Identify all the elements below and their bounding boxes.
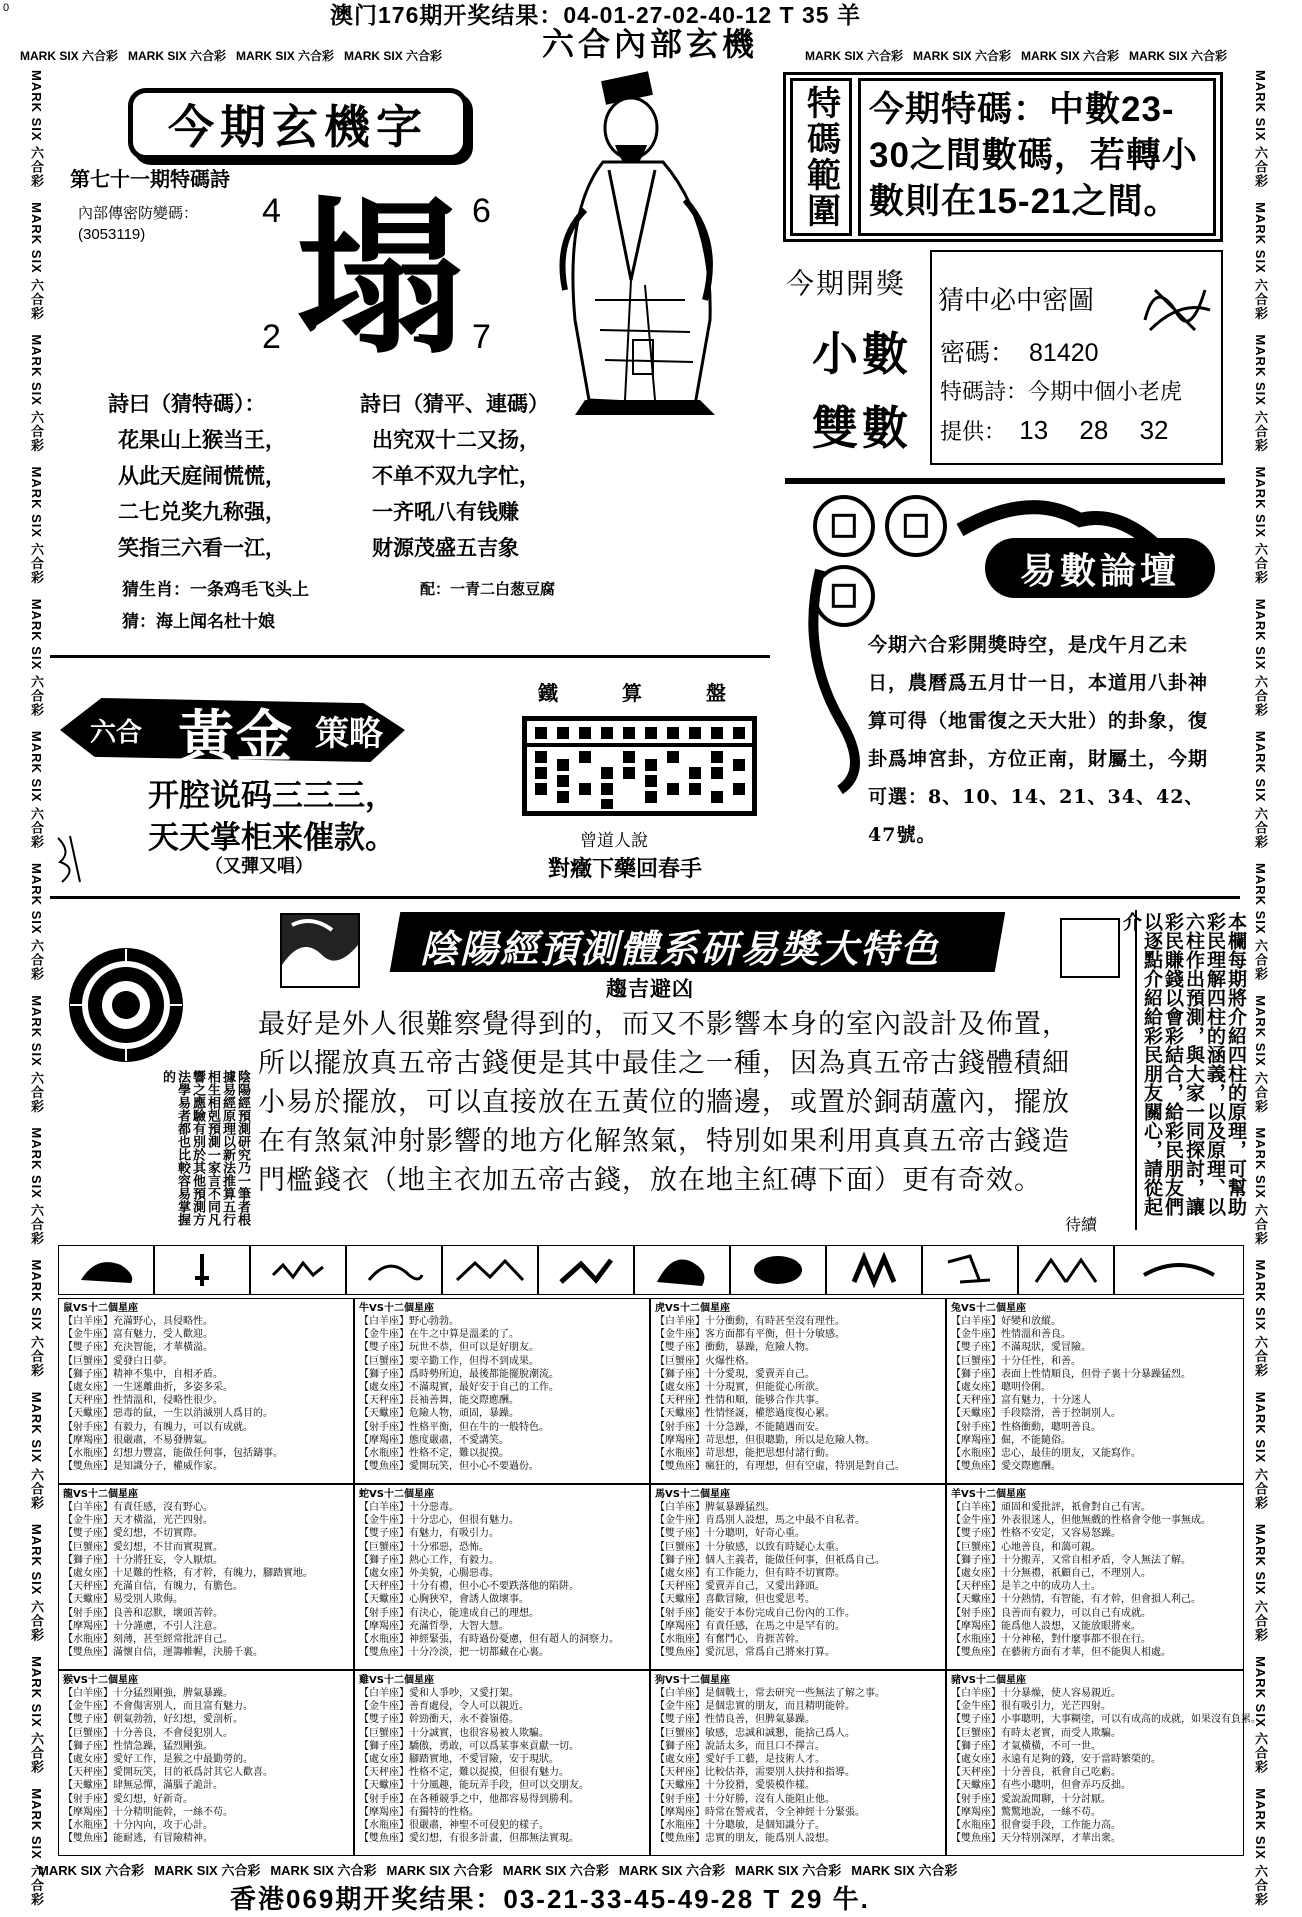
- left-side-band: MARK SIX 六合彩 MARK SIX 六合彩 MARK SIX 六合彩 MARK SIX 六合彩 MARK SIX 六合彩 MARK SIX 六合彩 MARK SIX 六合彩 MARK SIX 六合彩 MARK SIX 六合彩 MARK SIX 六合彩 MARK SIX 六合彩 MARK SIX 六合彩 MARK SIX 六合彩 MARK SIX 六合彩: [29, 70, 44, 1907]
- feng-banner: 陰陽經預測體系研易獎大特色: [420, 926, 941, 971]
- code-row: [940, 333, 1099, 369]
- supply-num: 32: [1139, 415, 1169, 445]
- poem-left-line: 二七兑奖九称强，: [118, 500, 286, 524]
- section-divider: [50, 655, 770, 658]
- divider: [785, 478, 1225, 484]
- guess-zodiac-tail: 配：一青二白葱豆腐: [420, 581, 556, 598]
- zodiac-cell-dragon: 龍VS十二個星座 【白羊座】有責任感，沒有野心。 【金牛座】天才橫溢，光芒四射。 【雙子座】愛幻想，不切實際。 【巨蟹座】愛幻想，不甘而實現實。 【獅子座】十分將狂妄，令人厭煩。 【處女座】十足難的性格，有才幹，有魄力，腳踏實地。 【天秤座】充滿自信，有魄力，有膽色。 【天蠍座】易受別人欺侮。 【射手座】良善和忍默，壞頭苦幹。 【摩羯座】十分謹慮，不引人注意。 【水瓶座】刻薄，甚至經常批評自己。 【雙魚座】滿懷自信，運籌帷幄，決勝千裏。: [58, 1484, 354, 1670]
- abacus-title-2: 算: [622, 681, 642, 705]
- zodiac-cell-monkey: 猴VS十二個星座 【白羊座】十分猛烈剛強，脾氣暴躁。 【金牛座】不會傷害別人，而且富有魅力。 【雙子座】朝氣勃勃，好幻想，愛剖析。 【巨蟹座】十分善良，不會侵犯別人。 【獅子座】性情急躁，猛烈剛強。 【處女座】愛好工作，是猴之中最勤勞的。 【天秤座】愛開玩笑，目的祇爲討其它人歡喜。 【天蠍座】肆無忌憚，滿腦子詭計。 【射手座】愛幻想，好新奇。 【摩羯座】十分精明能幹，一絲不苟。 【水瓶座】十分內向，攻于心計。 【雙魚座】能耐逃，有冒險精神。: [58, 1670, 354, 1856]
- scribble-icon: [1135, 270, 1215, 340]
- supply-row: [940, 415, 1168, 446]
- section-divider: [50, 896, 1240, 899]
- kaijiang-even: 雙數: [812, 401, 912, 455]
- page-number: 0: [3, 2, 10, 14]
- sage-figure-image: [545, 70, 725, 425]
- jinqi-banner-text: 今期玄機字: [168, 100, 428, 154]
- zodiac-cell-horse: 馬VS十二個星座 【白羊座】脾氣暴躁猛烈。 【金牛座】肯爲別人設想，馬之中最不自私者。 【雙子座】十分聰明，好奇心重。 【巨蟹座】十分敏感，以致有時疑心太重。 【獅子座】個人主義者，能做任何事，但祇爲自己。 【處女座】有工作能力，但有時不切實際。 【天秤座】愛賣弄自己，又愛出鋒頭。 【天蠍座】喜歡冒險，但也愛思考。 【射手座】能安于本份完成自己份內的工作。 【摩羯座】有責任感，在馬之中是罕有的。 【水瓶座】有奮鬥心，肯捱苦幹。 【雙魚座】愛沉思，常爲自己將來打算。: [650, 1484, 946, 1670]
- gold-note: （又彈又唱）: [205, 856, 313, 877]
- poem-label-left: 詩曰（猜特碼）：: [108, 393, 266, 416]
- abacus-title-3: 盤: [706, 681, 726, 705]
- zodiac-cell-dog: 狗VS十二個星座 【白羊座】是個戰士，常去研究一些無法了解之事。 【金牛座】是個忠實的朋友，而且精明能幹。 【雙子座】性情良善，但脾氣暴躁。 【巨蟹座】敏感，忠誠和誠懇，能捨己爲人。 【獅子座】說話太多，而且口不擇言。 【處女座】愛好手工藝，是技術人才。 【天秤座】比較估莽，需要別人扶持和指導。 【天蠍座】十分狡猾，愛裝模作樣。 【射手座】十分好勝，沒有人能阻止他。 【摩羯座】時常在警戒者，令全神經十分緊張。 【水瓶座】十分聰敏，是個知識分子。 【雙魚座】忠實的朋友，能爲別人設想。: [650, 1670, 946, 1856]
- tema-text-box: [858, 78, 1216, 236]
- num-bottom-right: 7: [472, 318, 491, 356]
- right-side-band: MARK SIX 六合彩 MARK SIX 六合彩 MARK SIX 六合彩 MARK SIX 六合彩 MARK SIX 六合彩 MARK SIX 六合彩 MARK SIX 六合彩 MARK SIX 六合彩 MARK SIX 六合彩 MARK SIX 六合彩 MARK SIX 六合彩 MARK SIX 六合彩 MARK SIX 六合彩 MARK SIX 六合彩: [1253, 70, 1268, 1907]
- yishu-title: 易數論壇: [1019, 549, 1180, 592]
- poem-right-line: 不单不双九字忙，: [372, 464, 540, 488]
- macau-result-header: 澳门176期开奖结果：04-01-27-02-40-12 T 35 羊: [330, 2, 861, 28]
- zodiac-icon-goat: [730, 1245, 826, 1295]
- feng-left-column: 陰陽經預測研究乃一筆者根據易經原理以新法推算五行相生相剋預測一家言不同凡響之應驗有別於其他預測方法學易者都也比較容易掌握的: [160, 1070, 250, 1226]
- zodiac-cell-rat: 鼠VS十二個星座 【白羊座】充滿野心，具侵略性。 【金牛座】富有魅力，受人歡迎。 【雙子座】充決智能，才華橫溢。 【巨蟹座】愛發白日夢。 【獅子座】精神不集中，自相矛盾。 【處女座】一生迷離曲折，多姿多采。 【天秤座】性情溫和，侵略性很少。 【天蠍座】惡毒的鼠，一生以消滅別人爲目的。 【射手座】有毅力，有魄力，可以有成就。 【摩羯座】很嚴肅，不易發脾氣。 【水瓶座】幻想力豐富，能做任何事，包括鑄事。 【雙魚座】是知識分子，權威作家。: [58, 1298, 354, 1484]
- guess-other: 猜：海上闻名杜十娘: [122, 612, 275, 631]
- zodiac-icon-rabbit: [346, 1245, 442, 1295]
- zodiac-cell-rabbit: 兔VS十二個星座 【白羊座】好變和放縱。 【金牛座】性情溫和善良。 【雙子座】不滿現狀，愛冒險。 【巨蟹座】十分任性，和善。 【獅子座】表面上性情順良，但骨子裏十分暴躁猛烈。 【處女座】聰明伶俐。 【天秤座】富有魅力，十分迷人 【天蠍座】手段陰滑，善于控制別人。 【射手座】性格衝動，聰明善良。 【摩羯座】倔，不能隨俗。 【水瓶座】忠心，最佳的朋友，又能寫作。 【雙魚座】愛交際應酬。: [946, 1298, 1244, 1484]
- main-title: 六合內部玄機: [541, 25, 758, 63]
- tema-text: 今期特碼：中數23-30之間數碼，若轉小數則在15-21之間。: [869, 90, 1198, 221]
- abacus-caption1: 曾道人說: [580, 831, 648, 850]
- tema-poem-label: 特碼詩：: [940, 379, 1029, 404]
- poem-row: [940, 375, 1182, 406]
- gold-line1: 开腔说码三三三，: [148, 778, 396, 814]
- zodiac-cell-rooster: 雞VS十二個星座 【白羊座】愛和人爭吵，又愛打架。 【金牛座】善育處侵，令人可以親近。 【雙子座】幹勁衝天，永不養嶺倦。 【巨蟹座】十分誠實，也很容易被人欺騙。 【獅子座】驕傲，勇敢，可以爲某事來貢獻一切。 【處女座】腳踏實地，不愛冒險，安于現狀。 【天秤座】性格不定，難以捉摸，但很有魅力。 【天蠍座】十分風趣，能玩弄手段，但可以交朋友。 【射手座】在各種競爭之中，他都容易得到勝利。 【摩羯座】有獨特的性格。 【水瓶座】很嚴肅，神聖不可侵犯的樣子。 【雙魚座】愛幻想，有很多計畫，但都無法實現。: [354, 1670, 650, 1856]
- zodiac-icon-rooster: [922, 1245, 1018, 1295]
- zodiac-icon-horse: [634, 1245, 730, 1295]
- feng-continued: 待續: [1065, 1217, 1098, 1234]
- secret-map-title: 猜中必中密圖: [938, 285, 1095, 315]
- zodiac-icon-dragon: [442, 1245, 538, 1295]
- poem-heading: 第七十一期特碼詩: [70, 167, 230, 191]
- zodiac-icon-dog: [1018, 1245, 1114, 1295]
- kaijiang-label: 今期開獎: [786, 268, 907, 299]
- zodiac-icon-rat: [58, 1245, 154, 1295]
- code-label: 密碼：: [940, 339, 1016, 367]
- zodiac-icon-snake: [538, 1245, 634, 1295]
- poem-right-line: 财源茂盛五吉象: [372, 536, 519, 560]
- num-top-right: 6: [472, 192, 491, 230]
- supply-num: 13: [1019, 415, 1049, 445]
- guess-zodiac: 猜生肖：一条鸡毛飞头上: [122, 580, 309, 599]
- zodiac-cell-goat: 羊VS十二個星座 【白羊座】頑固和愛批評，祇會對自己有害。 【金牛座】外表很迷人，但他無戲的性格會令他一事無成。 【雙子座】性格不安定，又容易怒躁。 【巨蟹座】心地善良，和藹可親。 【獅子座】十分搬弄，又常自相矛盾，令人無法了解。 【處女座】十分無禮，祇顧自己，不理別人。 【天秤座】是羊之中的成功人士。 【天蠍座】十分熱情，有智能，有才幹，但會損人利己。 【射手座】良善而有毅力，可以自己有成就。 【摩羯座】能爲他人設想，又能放眼將來。 【水瓶座】十分神秘，對什麼事都不很在行。 【雙魚座】在藝術方面有才華，但不能與人相處。: [946, 1484, 1244, 1670]
- poem-right: [372, 422, 592, 566]
- supply-label: 提供：: [940, 419, 1007, 444]
- zodiac-icon-monkey: [826, 1245, 922, 1295]
- seal-stamp-icon: [52, 832, 86, 888]
- feng-subtitle: 趨吉避凶: [606, 976, 694, 1001]
- zodiac-cell-ox: 牛VS十二個星座 【白羊座】野心勃勃。 【金牛座】在牛之中算是溫柔的了。 【雙子座】玩世不恭，但可以是好朋友。 【巨蟹座】要辛勤工作，但得不到成果。 【獅子座】爲時勢所迫，最後都能擺脫潮流。 【處女座】不滿現實，最好安于自己的工作。 【天秤座】長袖善舞，能交際應酬。 【天蠍座】危險人物，頑固，暴躁。 【射手座】性格平衡，但在牛的一般特色。 【摩羯座】態度嚴肅，不愛講笑。 【水瓶座】性格不定，難以捉摸。 【雙魚座】愛開玩笑，但小心不要過份。: [354, 1298, 650, 1484]
- stamp-label: [1060, 918, 1120, 978]
- zodiac-cell-tiger: 虎VS十二個星座 【白羊座】十分衝動，有時甚至沒有理性。 【金牛座】客方面都有平衡，但十分敏感。 【雙子座】衝動，暴躁，危險人物。 【巨蟹座】火爆性格。 【獅子座】十分愛現，愛賣弄自己。 【處女座】十分現實，但能從心所欲。 【天秤座】性情和順，能够合作共事。 【天蠍座】性情怪誕，權慾過度復心累。 【射手座】十分急躁，不能隨遇而安。 【摩羯座】苛思想，但很聰勤，所以是危險人物。 【水瓶座】苛思想，能把思想付諸行動。 【雙魚座】瘋狂的，有理想，但有空虛，特別是對自己。: [650, 1298, 946, 1484]
- num-top-left: 4: [262, 192, 281, 230]
- poem-left-line: 笑指三六看一江，: [118, 536, 286, 560]
- poem-right-line: 一齐吼八有钱赚: [372, 500, 519, 524]
- gold-banner-small: 六合: [90, 717, 143, 747]
- gold-line2: 天天掌柜来催款。: [148, 820, 396, 856]
- landscape-image: [280, 913, 360, 988]
- top-band-right: MARK SIX 六合彩 MARK SIX 六合彩 MARK SIX 六合彩 MARK SIX 六合彩: [805, 48, 1228, 63]
- zodiac-icon-ox: [154, 1245, 250, 1295]
- feng-right-column: 本欄每期將介紹四柱的原理，可幫助彩民理解四柱的涵義，以及原理、以六柱作出預測，與大家一同探討，讓彩民賺錢以會彩結合，給彩民朋友們以逐點介紹給彩民朋友關心，請從起介: [1120, 912, 1247, 1216]
- feng-body: 最好是外人很難察覺得到的，而又不影響本身的室內設計及佈置，所以擺放真五帝古錢便是其中最佳之一種，因為真五帝古錢體積細小易於擺放，可以直接放在五黃位的牆邊，或置於銅葫蘆內，擺放在有煞氣沖射影響的地方化解煞氣，特別如果利用真真五帝古錢造門檻錢衣（地主衣加五帝古錢，放在地主紅磚下面）更有奇效。: [258, 1009, 1070, 1195]
- internal-note: 內部傳密防變碼：: [78, 205, 199, 222]
- poem-label-right: 詩曰（猜平、連碼）: [360, 393, 549, 416]
- gold-banner-tail: 策略: [315, 714, 383, 754]
- abacus-image: [522, 716, 757, 816]
- poem-left-line: 从此天庭闹慌慌，: [118, 464, 286, 488]
- gold-banner-big: 黃金: [178, 704, 294, 770]
- supply-num: 28: [1079, 415, 1109, 445]
- internal-code: (3053119): [78, 226, 146, 243]
- hongkong-result-footer: 香港069期开奖结果：03-21-33-45-49-28 T 29 牛.: [230, 1884, 870, 1914]
- abacus-caption2: 對癥下藥回春手: [548, 856, 703, 882]
- bottom-band: MARK SIX 六合彩 MARK SIX 六合彩 MARK SIX 六合彩 MARK SIX 六合彩 MARK SIX 六合彩 MARK SIX 六合彩 MARK SIX 六合彩 MARK SIX 六合彩: [38, 1862, 958, 1878]
- poem-left: [118, 422, 348, 566]
- abacus-title-1: 鐵: [538, 681, 558, 705]
- zodiac-icon-tiger: [250, 1245, 346, 1295]
- kaijiang-small: 小數: [812, 327, 912, 381]
- column-divider: [1135, 910, 1137, 1230]
- yishu-text: 今期六合彩開獎時空，是戊午月乙未日，農曆爲五月廿一日，本道用八卦神算可得（地雷復之天大壯）的卦象，復卦爲坤宮卦，方位正南，財屬土，今期可選：8、10、14、21、34、42、47號。: [868, 634, 1209, 846]
- jinqi-banner: [128, 88, 468, 160]
- zodiac-cell-snake: 蛇VS十二個星座 【白羊座】十分惡毒。 【金牛座】十分忠心，但很有魅力。 【雙子座】有魅力，有吸引力。 【巨蟹座】十分邪惡，恐怖。 【獅子座】熱心工作，有毅力。 【處女座】外美貌，心腸惡毒。 【天秤座】十分有禮，但小心不要跌落他的陷阱。 【天蠍座】心胸狹窄，會誘人做壞事。 【射手座】有決心，能達成自己的理想。 【摩羯座】充滿哲學，大智大慧。 【水瓶座】神經緊張，有時過份憂慮，但有超人的洞察力。 【雙魚座】十分冷淡，把一切都藏在心裏。: [354, 1484, 650, 1670]
- big-character: 塌: [296, 179, 464, 377]
- zodiac-cell-pig: 豬VS十二個星座 【白羊座】十分暴燥，使人容易親近。 【金牛座】很有吸引力，光芒四射。 【雙子座】小事聰明，大事糊塗，可以有成高的成就，如果沒有負累。 【巨蟹座】有時太老實，而受人欺騙。 【獅子座】才氣橫橫，不可一世。 【處女座】永遠有足夠的錢，安于當時繁榮的。 【天秤座】十分善良，祇會自己吃虧。 【天蠍座】有些小聰明，但會弄巧反拙。 【射手座】愛說說閒聊，十分討厭。 【摩羯座】驚驚地說，一絲不苟。 【水瓶座】很會耍手段，工作能力高。 【雙魚座】天分特別深厚，才華出衆。: [946, 1670, 1244, 1856]
- zodiac-icon-pig: [1114, 1245, 1244, 1295]
- code-value: 81420: [1029, 339, 1099, 367]
- yishu-title-box: [985, 538, 1215, 598]
- top-band-left: MARK SIX 六合彩 MARK SIX 六合彩 MARK SIX 六合彩 MARK SIX 六合彩: [20, 48, 443, 63]
- poem-right-line: 出究双十二又扬，: [372, 428, 540, 452]
- tema-side-label: 特碼範圍: [790, 78, 852, 236]
- num-bottom-left: 2: [262, 318, 281, 356]
- poem-left-line: 花果山上猴当王，: [118, 428, 286, 452]
- tema-poem-value: 今期中個小老虎: [1028, 379, 1183, 404]
- bagua-image: [66, 945, 186, 1065]
